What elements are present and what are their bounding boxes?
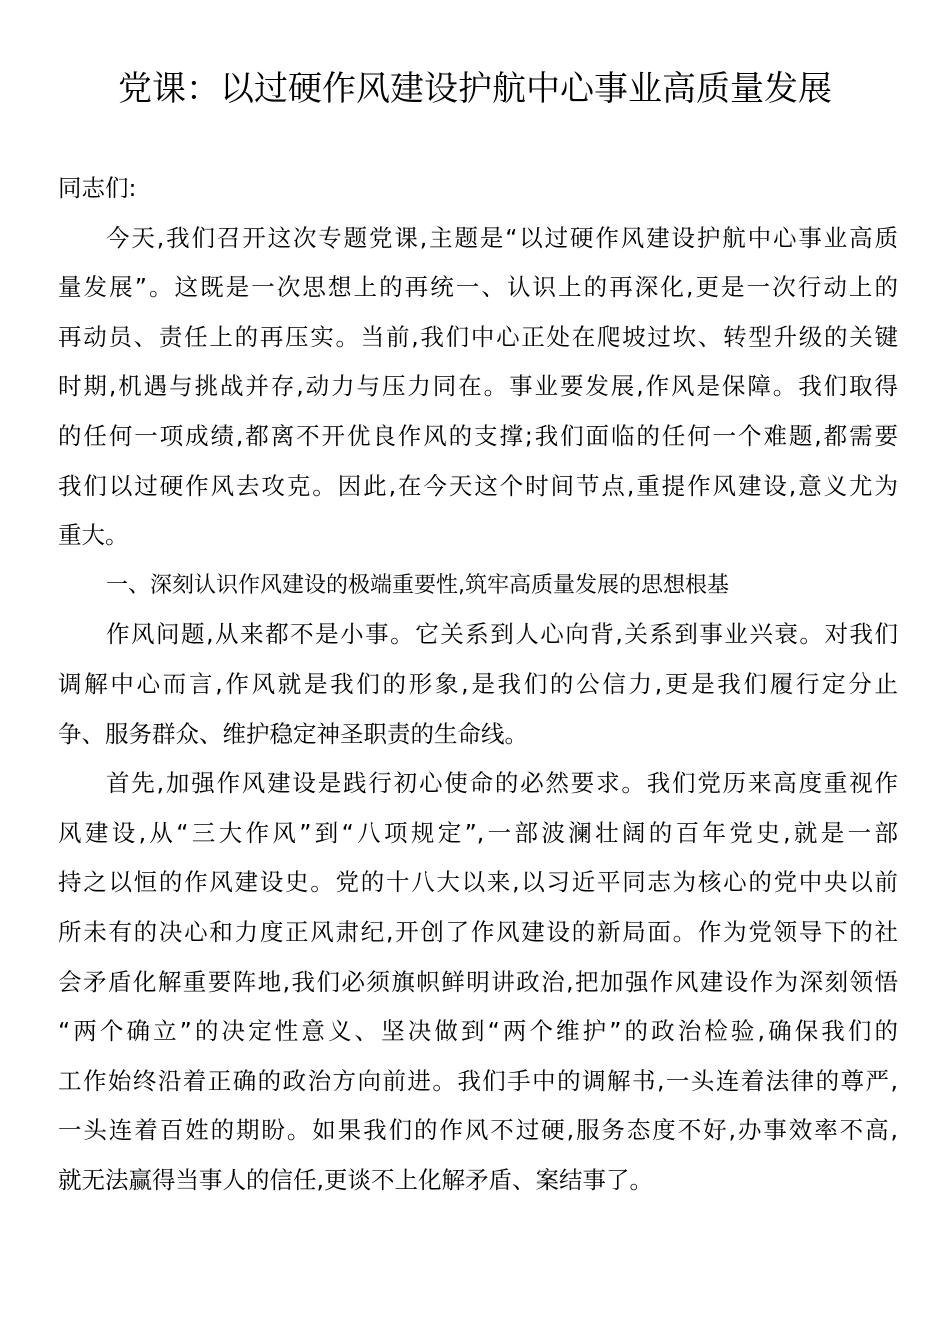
paragraph-importance xyxy=(58,610,898,759)
paragraph-line: 再动员、责任上的再压实。当前,我们中心正处在爬坡过坎、转型升级的关键 xyxy=(58,322,898,351)
paragraph-line: 工作始终沿着正确的政治方向前进。我们手中的调解书,一头连着法律的尊严, xyxy=(58,1066,898,1095)
paragraph-line: 争、服务群众、维护稳定神圣职责的生命线。 xyxy=(58,719,528,748)
paragraph-line: 重大。 xyxy=(58,521,129,550)
paragraph-line: 我们以过硬作风去攻克。因此,在今天这个时间节点,重提作风建设,意义尤为 xyxy=(58,471,898,500)
paragraph-line: 今天,我们召开这次专题党课,主题是“以过硬作风建设护航中心事业高质 xyxy=(106,223,898,252)
paragraph-intro xyxy=(58,214,898,561)
paragraph-line: 调解中心而言,作风就是我们的形象,是我们的公信力,更是我们履行定分止 xyxy=(58,669,898,698)
paragraph-line: 会矛盾化解重要阵地,我们必须旗帜鲜明讲政治,把加强作风建设作为深刻领悟 xyxy=(58,967,898,996)
paragraph-line: 时期,机遇与挑战并存,动力与压力同在。事业要发展,作风是保障。我们取得 xyxy=(58,372,898,401)
salutation: 同志们: xyxy=(58,174,137,202)
paragraph-line: 持之以恒的作风建设史。党的十八大以来,以习近平同志为核心的党中央以前 xyxy=(58,868,898,897)
document-body xyxy=(58,164,898,1205)
paragraph-line: 一头连着百姓的期盼。如果我们的作风不过硬,服务态度不好,办事效率不高, xyxy=(58,1116,898,1145)
section-heading: 一、深刻认识作风建设的极端重要性,筑牢高质量发展的思想根基 xyxy=(106,572,729,598)
document-title: 党课：以过硬作风建设护航中心事业高质量发展 xyxy=(118,69,832,109)
paragraph-mission xyxy=(58,759,898,1205)
paragraph-line: 所未有的决心和力度正风肃纪,开创了作风建设的新局面。作为党领导下的社 xyxy=(58,917,898,946)
paragraph-line: 的任何一项成绩,都离不开优良作风的支撑;我们面临的任何一个难题,都需要 xyxy=(58,421,898,450)
paragraph-line: “两个确立”的决定性意义、坚决做到“两个维护”的政治检验,确保我们的 xyxy=(58,1017,898,1046)
paragraph-line: 首先,加强作风建设是践行初心使命的必然要求。我们党历来高度重视作 xyxy=(106,769,898,798)
paragraph-line: 风建设,从“三大作风”到“八项规定”,一部波澜壮阔的百年党史,就是一部 xyxy=(58,818,898,847)
paragraph-line: 量发展”。这既是一次思想上的再统一、认识上的再深化,更是一次行动上的 xyxy=(58,273,898,302)
paragraph-line: 就无法赢得当事人的信任,更谈不上化解矛盾、案结事了。 xyxy=(58,1165,653,1194)
paragraph-line: 作风问题,从来都不是小事。它关系到人心向背,关系到事业兴衰。对我们 xyxy=(106,620,898,649)
